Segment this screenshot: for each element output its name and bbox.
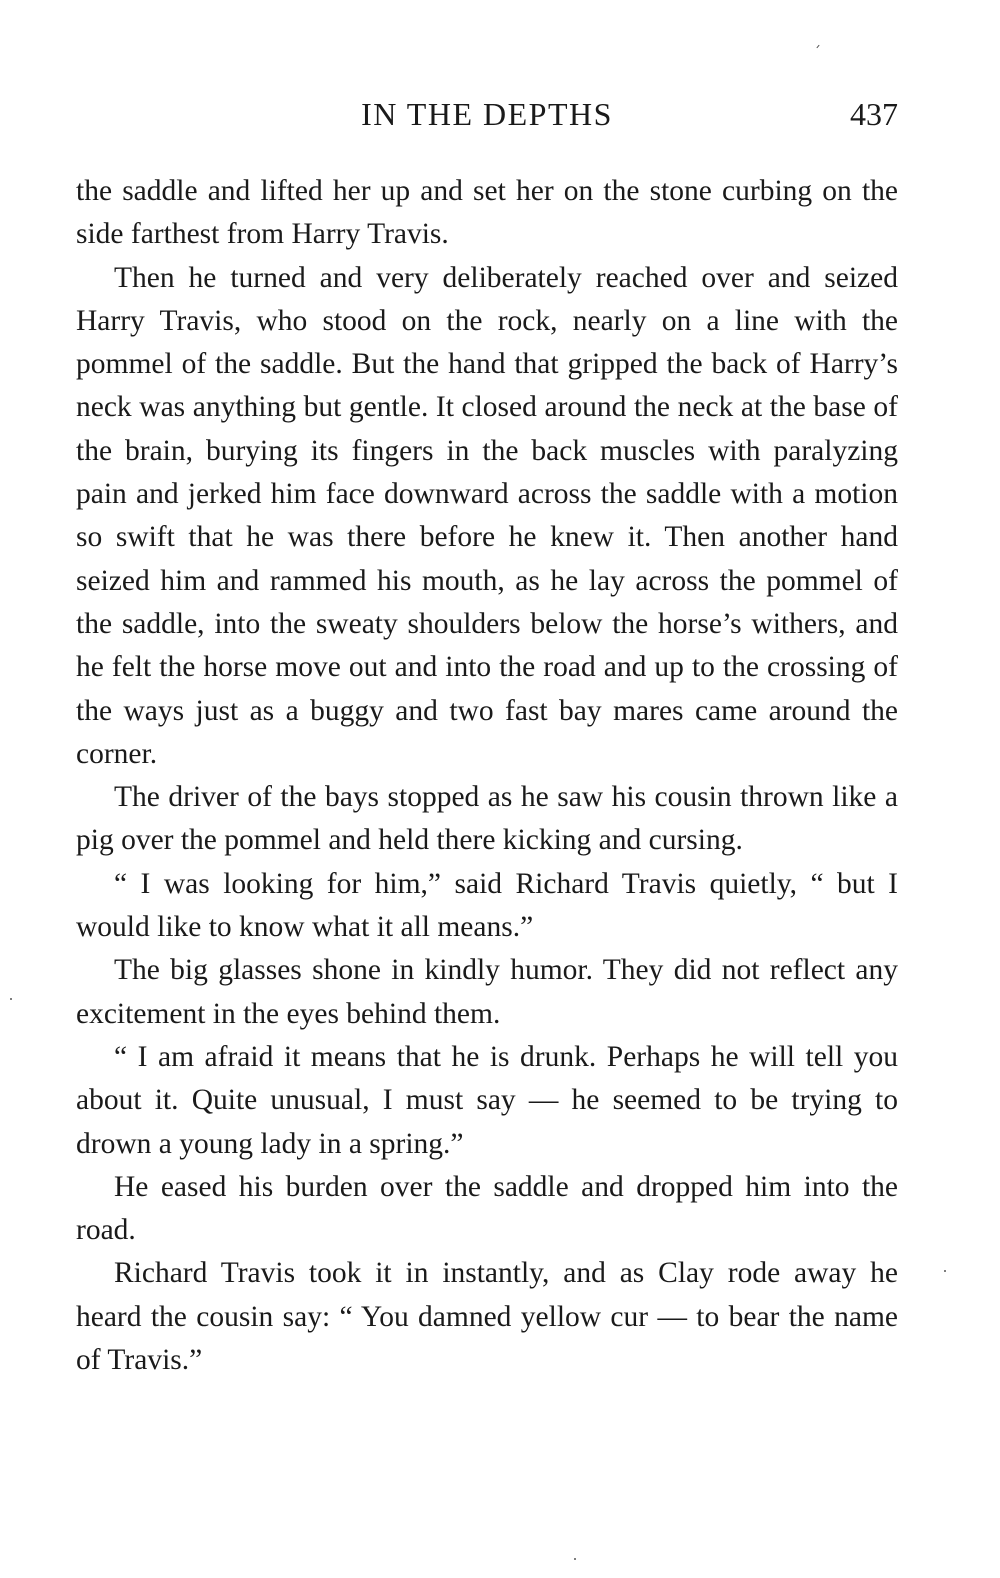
- paragraph-7: He eased his burden over the saddle and dropped him into the road.: [76, 1170, 898, 1247]
- page-number: 437: [850, 96, 898, 132]
- scan-speck: [816, 45, 819, 49]
- body-text: [76, 170, 898, 1382]
- paragraph-6: “ I am afraid it means that he is drunk. Perhaps he will tell you about it. Quite unusual, I must say — he seemed to be trying to drown a young lady in a spring.”: [76, 1040, 898, 1160]
- paragraph-3: The driver of the bays stopped as he saw his cousin thrown like a pig over the pommel and held there kicking and cursing.: [76, 781, 898, 857]
- scan-speck: [574, 1558, 576, 1560]
- scan-speck: [944, 1270, 946, 1272]
- paragraph-1: the saddle and lifted her up and set her on the stone curbing on the side farthest from Harry Travis.: [76, 175, 898, 251]
- paragraph-4: “ I was looking for him,” said Richard Travis quietly, “ but I would like to know what it all means.”: [76, 867, 898, 944]
- paragraph-2: Then he turned and very deliberately reached over and seized Harry Travis, who stood on the rock, nearly on a line with the pommel of the saddle. But the hand that gripped the back of Harry’s neck was anything but gentle. It closed around the neck at the base of the brain, burying its fingers in the back muscles with paralyzing pain and jerked him face downward across the saddle with a motion so swift that he was there before he knew it. Then another hand seized him and rammed his mouth, as he lay across the pommel of the saddle, into the sweaty shoulders below the horse’s withers, and he felt the horse move out and into the road and up to the crossing of the ways just as a buggy and two fast bay mares came around the corner.: [76, 261, 898, 770]
- paragraph-8: Richard Travis took it in instantly, and as Clay rode away he heard the cousin say: “ You damned yellow cur — to bear the name of Travis.”: [76, 1257, 898, 1377]
- book-page: [76, 96, 898, 1382]
- scan-speck: [10, 998, 12, 1000]
- paragraph-5: The big glasses shone in kindly humor. They did not reflect any excitement in the eyes behind them.: [76, 954, 898, 1030]
- running-head: [76, 96, 898, 146]
- running-title: IN THE DEPTHS: [361, 96, 613, 132]
